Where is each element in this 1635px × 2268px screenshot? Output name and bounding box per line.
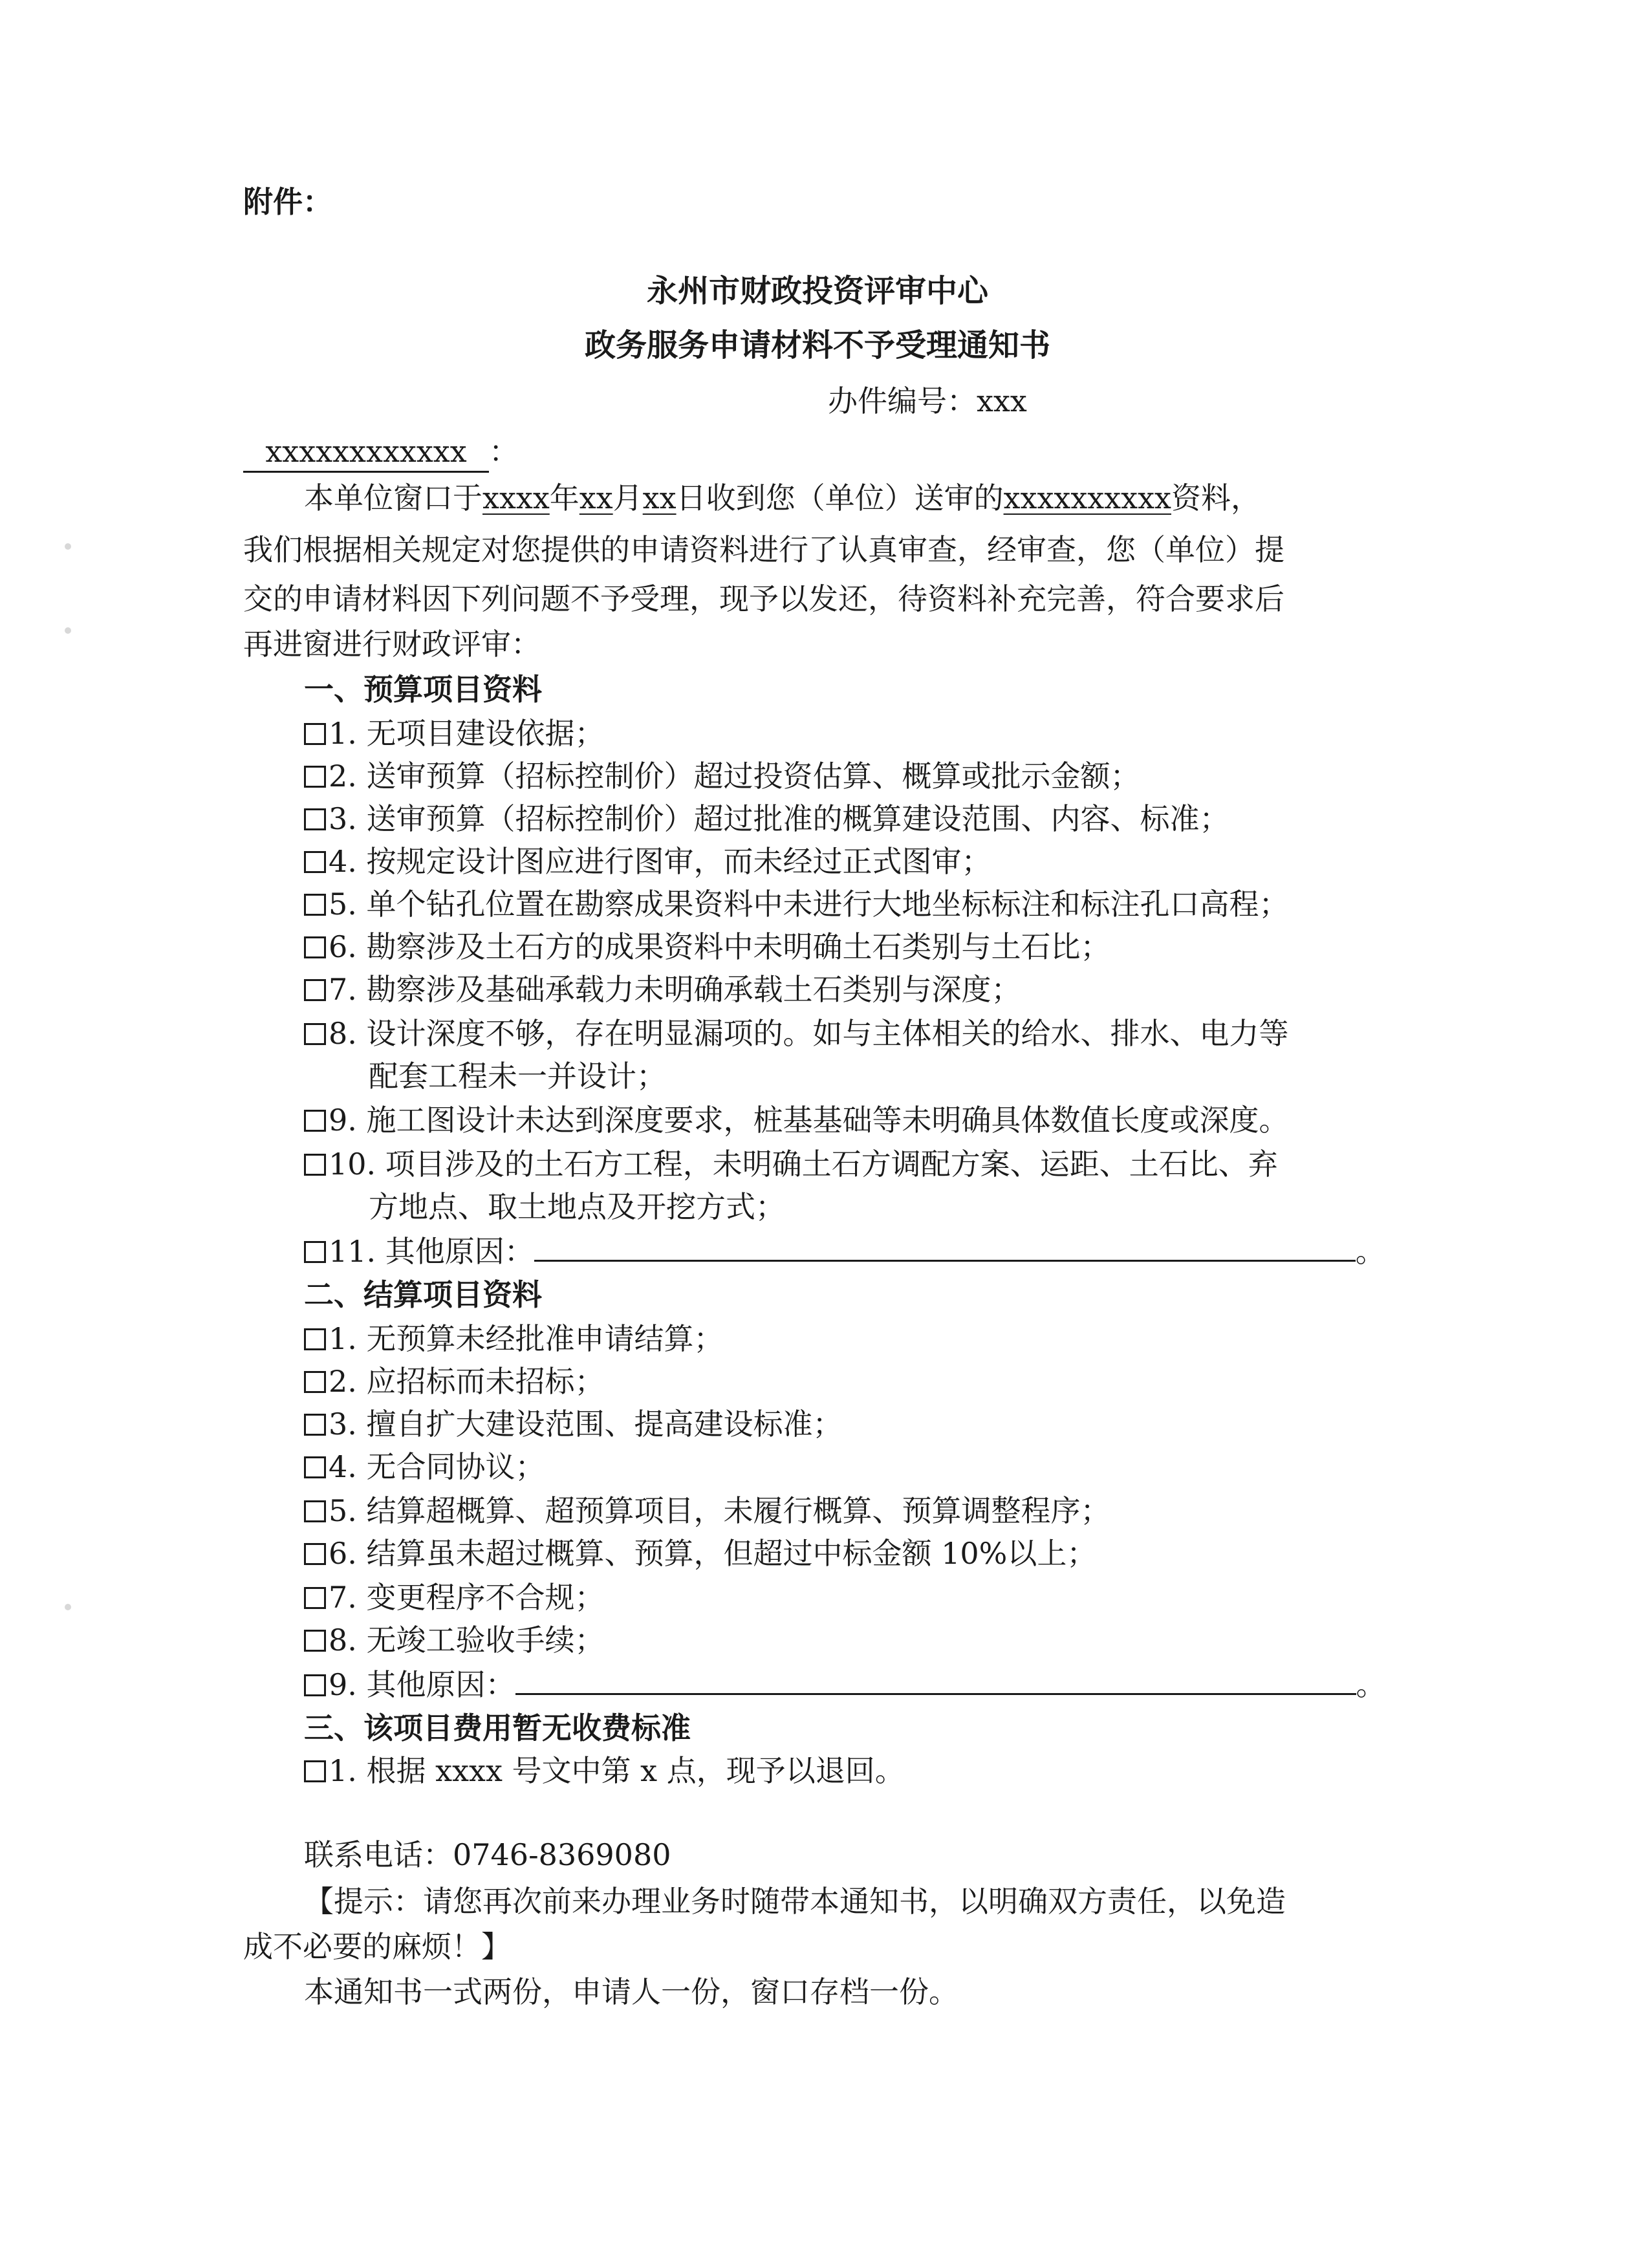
title-line-1: 永州市财政投资评审中心	[646, 273, 988, 309]
checkbox-item	[304, 1231, 1385, 1271]
item-text: 3. 擅自扩大建设范围、提高建设标准；	[329, 1407, 843, 1442]
recipient-suffix: ：	[489, 434, 519, 469]
checkbox-item	[304, 1447, 545, 1486]
intro-text: 月	[612, 481, 643, 515]
item-text: 5. 结算超概算、超预算项目，未履行概算、预算调整程序；	[329, 1493, 1110, 1528]
section1-heading: 一、预算项目资料	[304, 672, 542, 707]
item-text: 10. 项目涉及的土石方工程，未明确土石方调配方案、运距、土石比、弃	[329, 1147, 1278, 1182]
checkbox-item	[304, 1621, 605, 1659]
item-text: 11. 其他原因：	[329, 1234, 534, 1269]
checkbox-item	[304, 1751, 905, 1790]
item-text: 9. 施工图设计未达到深度要求，桩基基础等未明确具体数值长度或深度。	[329, 1103, 1289, 1138]
closing-note: 本通知书一式两份，申请人一份，窗口存档一份。	[304, 1974, 958, 2009]
section2-heading: 二、结算项目资料	[304, 1277, 542, 1312]
checkbox-item	[304, 927, 1110, 966]
checkbox[interactable]	[304, 936, 326, 958]
date-year: xxxx	[482, 481, 550, 515]
contact-phone: 联系电话：0746-8369080	[304, 1837, 671, 1872]
recipient-name: xxxxxxxxxxxx	[243, 432, 489, 473]
item-text: 3. 送审预算（招标控制价）超过批准的概算建设范围、内容、标准；	[329, 801, 1229, 836]
checkbox[interactable]	[304, 1456, 326, 1478]
item-continuation: 方地点、取土地点及开挖方式；	[369, 1189, 785, 1224]
intro-line-2: 我们根据相关规定对您提供的申请资料进行了认真审查，经审查，您（单位）提	[243, 532, 1284, 567]
checkbox[interactable]	[304, 1110, 326, 1132]
checkbox[interactable]	[304, 1500, 326, 1522]
checkbox-item	[304, 1101, 1289, 1139]
checkbox-item	[304, 842, 991, 881]
item-text: 4. 无合同协议；	[329, 1449, 545, 1484]
item-text: 6. 勘察涉及土石方的成果资料中未明确土石类别与土石比；	[329, 929, 1110, 964]
checkbox[interactable]	[304, 1371, 326, 1393]
punch-hole-mark	[65, 1604, 71, 1610]
section3-heading: 三、该项目费用暂无收费标准	[304, 1711, 691, 1745]
other-reason-field[interactable]	[515, 1665, 1356, 1695]
checkbox-item	[304, 1405, 843, 1443]
checkbox-item	[304, 799, 1229, 838]
date-month: xx	[579, 481, 613, 515]
checkbox[interactable]	[304, 1760, 326, 1782]
date-day: xx	[642, 481, 677, 515]
case-number: 办件编号：xxx	[828, 383, 1027, 418]
checkbox[interactable]	[304, 1154, 326, 1176]
attachment-label: 附件：	[243, 184, 332, 219]
checkbox-item	[304, 885, 1289, 923]
item-text: 1. 无项目建设依据；	[329, 716, 605, 751]
recipient-line	[243, 432, 519, 473]
item-text: 5. 单个钻孔位置在勘察成果资料中未进行大地坐标标注和标注孔口高程；	[329, 887, 1289, 922]
tip-line-1: 【提示：请您再次前来办理业务时随带本通知书，以明确双方责任，以免造	[304, 1884, 1286, 1919]
item-text: 8. 设计深度不够，存在明显漏项的。如与主体相关的给水、排水、电力等	[329, 1016, 1289, 1051]
item-text: 2. 送审预算（招标控制价）超过投资估算、概算或批示金额；	[329, 759, 1140, 794]
item-text: 1. 根据 xxxx 号文中第 x 点，现予以退回。	[329, 1753, 905, 1788]
punch-hole-mark	[65, 543, 71, 550]
checkbox-item	[304, 1319, 724, 1358]
checkbox-item	[304, 1491, 1110, 1530]
checkbox-item	[304, 1534, 1096, 1573]
title-line-2: 政务服务申请材料不予受理通知书	[584, 327, 1050, 363]
checkbox-item	[304, 1362, 605, 1401]
checkbox[interactable]	[304, 808, 326, 830]
checkbox[interactable]	[304, 1328, 326, 1350]
intro-text: 资料，	[1171, 481, 1261, 515]
checkbox[interactable]	[304, 1630, 326, 1652]
intro-text: 日收到您（单位）送审的	[676, 481, 1004, 515]
checkbox[interactable]	[304, 1674, 326, 1696]
punch-hole-mark	[65, 627, 71, 634]
checkbox[interactable]	[304, 894, 326, 916]
intro-line-3: 交的申请材料因下列问题不予受理，现予以发还，待资料补充完善，符合要求后	[243, 581, 1284, 616]
checkbox[interactable]	[304, 979, 326, 1001]
checkbox[interactable]	[304, 851, 326, 873]
item-text: 7. 变更程序不合规；	[329, 1580, 605, 1615]
intro-text: 本单位窗口于	[304, 481, 482, 515]
checkbox[interactable]	[304, 1543, 326, 1565]
checkbox[interactable]	[304, 1414, 326, 1436]
item-text: 2. 应招标而未招标；	[329, 1364, 605, 1399]
checkbox-item	[304, 757, 1140, 795]
checkbox[interactable]	[304, 1023, 326, 1045]
checkbox[interactable]	[304, 1587, 326, 1609]
item-text: 6. 结算虽未超过概算、预算，但超过中标金额 10%以上；	[329, 1536, 1097, 1571]
checkbox-item	[304, 1145, 1278, 1183]
item-text: 1. 无预算未经批准申请结算；	[329, 1321, 724, 1356]
checkbox-item	[304, 1014, 1289, 1053]
item-text: 。	[1355, 1234, 1385, 1269]
item-text: 。	[1356, 1667, 1386, 1702]
item-text: 8. 无竣工验收手续；	[329, 1623, 605, 1658]
checkbox-item	[304, 1665, 1386, 1704]
item-text: 7. 勘察涉及基础承载力未明确承载土石类别与深度；	[329, 972, 1021, 1007]
intro-line-4: 再进窗进行财政评审：	[243, 627, 541, 662]
intro-line-1	[304, 479, 1261, 517]
checkbox-item	[304, 1578, 605, 1617]
other-reason-field[interactable]	[534, 1231, 1356, 1262]
item-text: 9. 其他原因：	[329, 1667, 515, 1702]
checkbox[interactable]	[304, 766, 326, 788]
checkbox[interactable]	[304, 1241, 326, 1263]
checkbox[interactable]	[304, 723, 326, 745]
checkbox-item	[304, 714, 605, 753]
tip-line-2: 成不必要的麻烦！】	[243, 1929, 511, 1964]
intro-text: 年	[549, 481, 579, 515]
item-continuation: 配套工程未一并设计；	[369, 1059, 666, 1094]
item-text: 4. 按规定设计图应进行图审，而未经过正式图审；	[329, 844, 991, 879]
checkbox-item	[304, 970, 1021, 1009]
material-name: xxxxxxxxxx	[1003, 481, 1171, 515]
